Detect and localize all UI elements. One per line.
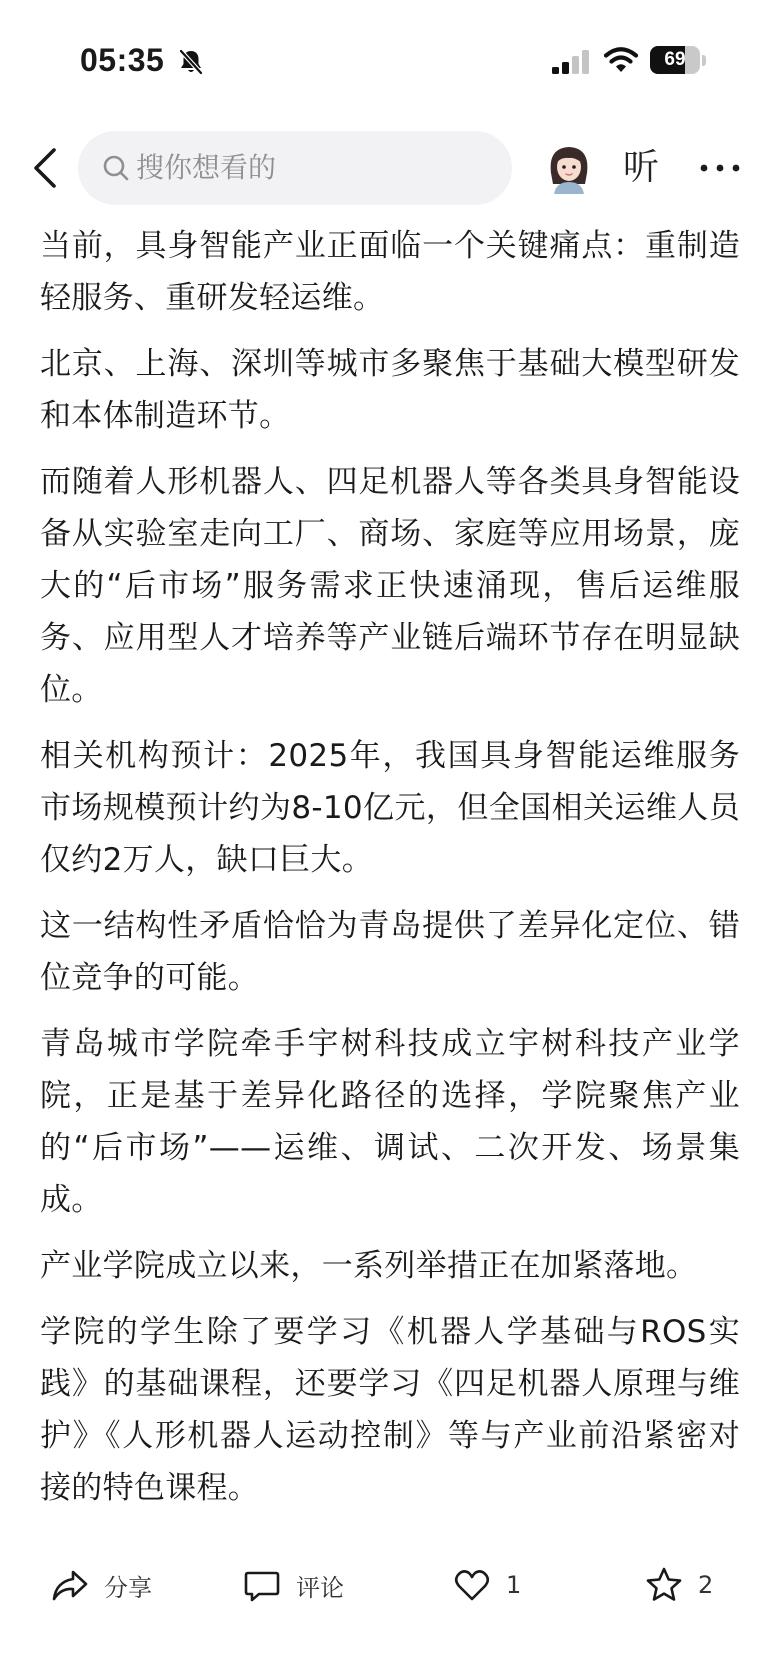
article-paragraph: 当前，具身智能产业正面临一个关键痛点：重制造轻服务、重研发轻运维。 [40,228,740,316]
top-nav-bar [0,128,768,208]
battery-percentage: 69 [664,49,686,70]
search-icon [102,154,130,182]
star-icon [644,1565,684,1605]
avatar[interactable] [542,140,596,194]
article-paragraph: 产业学院成立以来，一系列举措正在加紧落地。 [40,1248,698,1284]
bottom-action-bar [0,1540,768,1630]
wifi-icon [603,46,639,74]
article-body [40,220,740,1528]
article-paragraph: 而随着人形机器人、四足机器人等各类具身智能设备从实验室走向工厂、商场、家庭等应用场景，庞大的“后市场”服务需求正快速涌现，售后运维服务、应用型人才培养等产业链后端环节存在明显缺位。 [40,464,740,708]
battery-indicator [650,46,700,74]
back-arrow-icon[interactable] [26,144,66,192]
comment-label: 评论 [296,1573,344,1602]
signal-icon [552,50,590,74]
search-input[interactable] [78,131,512,205]
listen-button[interactable]: 听 [623,147,660,188]
share-label: 分享 [104,1573,152,1602]
like-button[interactable] [452,1562,521,1608]
heart-icon [452,1565,492,1605]
article-paragraph: 北京、上海、深圳等城市多聚焦于基础大模型研发和本体制造环节。 [40,346,740,434]
bell-off-icon [178,48,204,76]
share-button[interactable] [50,1562,152,1608]
article-paragraph: 学院的学生除了要学习《机器人学基础与ROS实践》的基础课程，还要学习《四足机器人原理与维护》《人形机器人运动控制》等与产业前沿紧密对接的特色课程。 [40,1314,740,1506]
search-placeholder: 搜你想看的 [136,151,277,184]
like-count: 1 [506,1571,522,1599]
battery-tip [702,55,706,66]
comment-button[interactable] [242,1562,344,1608]
share-icon [50,1565,90,1605]
article-paragraph: 相关机构预计：2025年，我国具身智能运维服务市场规模预计约为8-10亿元，但全国相关运维人员仅约2万人，缺口巨大。 [40,738,740,878]
more-options-icon[interactable] [696,148,744,188]
article-paragraph: 青岛城市学院牵手宇树科技成立宇树科技产业学院，正是基于差异化路径的选择，学院聚焦产业的“后市场”——运维、调试、二次开发、场景集成。 [40,1026,740,1218]
status-time: 05:35 [80,42,165,78]
favorite-count: 2 [698,1571,714,1599]
favorite-button[interactable] [644,1562,713,1608]
comment-icon [242,1565,282,1605]
status-bar [0,0,768,110]
article-paragraph: 这一结构性矛盾恰恰为青岛提供了差异化定位、错位竞争的可能。 [40,908,740,996]
